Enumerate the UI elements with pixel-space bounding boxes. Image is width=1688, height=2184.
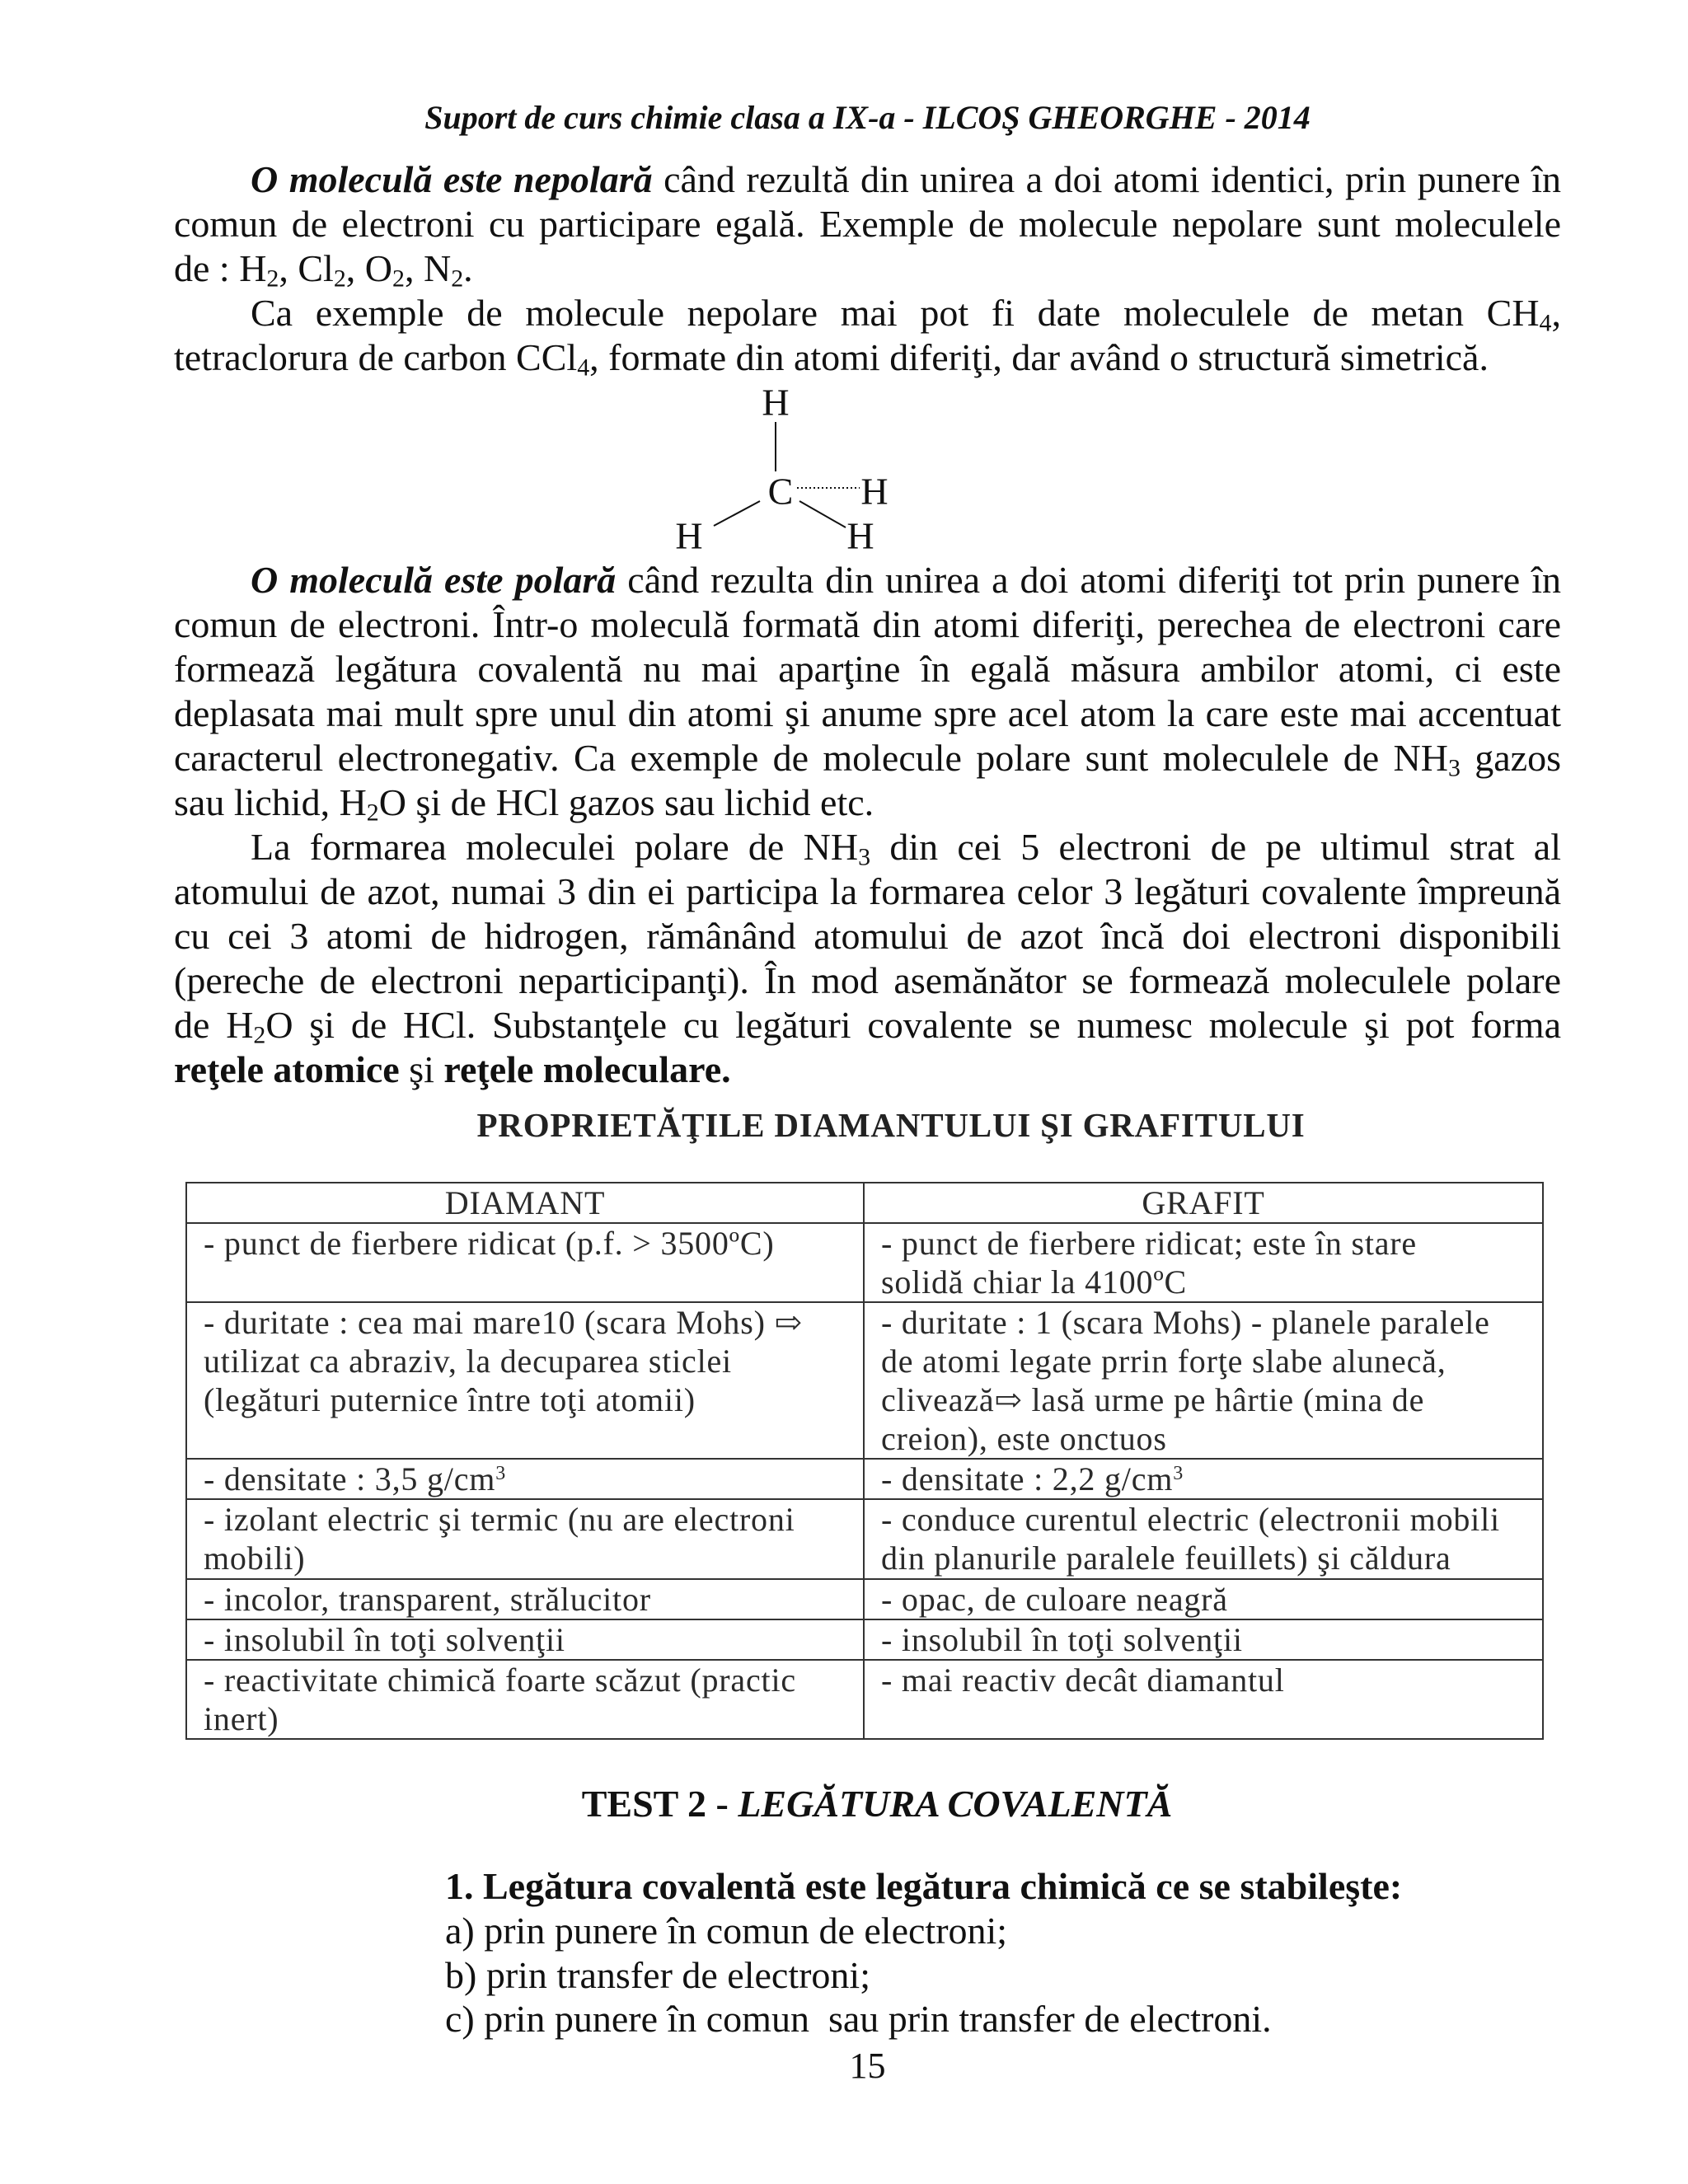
cell-diamant — [186, 1660, 864, 1739]
table-row — [186, 1459, 1543, 1499]
cell-line: - conduce curentul electric (electronii mobili — [881, 1501, 1500, 1538]
text-segment: din cei 5 electroni de pe ultimul strat al — [870, 826, 1561, 868]
test-title-topic: LEGĂTURA COVALENTĂ — [738, 1783, 1173, 1825]
running-header: Suport de curs chimie clasa a IX-a - ILCOŞ GHEORGHE - 2014 — [424, 99, 1311, 136]
table-header-row — [186, 1183, 1543, 1223]
text-segment: şi — [399, 1048, 444, 1090]
text-segment: când rezultă din unirea a doi atomi identici, prin punere în — [652, 158, 1561, 200]
table-title: PROPRIETĂŢILE DIAMANTULUI ŞI GRAFITULUI — [476, 1106, 1306, 1144]
atom-h-right: H — [860, 470, 889, 513]
text-line — [174, 869, 1561, 914]
text-line — [174, 291, 1561, 335]
cell-line: - reactivitate chimică foarte scăzut (practic — [204, 1661, 796, 1699]
subscript: 3 — [1447, 754, 1461, 782]
text-segment: de H — [174, 1004, 254, 1046]
cell-line: utilizat ca abraziv, la decuparea sticlei — [204, 1343, 732, 1380]
text-segment: , N — [404, 247, 452, 289]
cell-line: inert) — [204, 1700, 279, 1737]
text-segment: O şi de HCl. Substanţele cu legături covalente se numesc molecule şi pot forma — [265, 1004, 1561, 1046]
table-row — [186, 1499, 1543, 1579]
table-row — [186, 1302, 1543, 1459]
column-header-diamant: DIAMANT — [186, 1183, 864, 1223]
cell-line: - punct de fierbere ridicat; este în stare — [881, 1225, 1417, 1262]
atom-h-top: H — [762, 381, 790, 424]
text-line — [174, 246, 1561, 291]
cell-line: din planurile paralele feuillets) şi căldura — [881, 1540, 1451, 1577]
text-line — [174, 780, 1561, 825]
cell-line: - opac, de culoare neagră — [881, 1581, 1228, 1618]
text-segment: O şi de HCl gazos sau lichid etc. — [378, 781, 874, 823]
text-line — [174, 335, 1561, 380]
cell-grafit — [864, 1223, 1543, 1302]
text-segment: sau lichid, H — [174, 781, 367, 823]
text-line — [174, 647, 1561, 691]
superscript: 3 — [495, 1462, 506, 1484]
text-segment: atomului de azot, numai 3 din ei participa la formarea celor 3 legături covalente împreună — [174, 870, 1561, 912]
text-segment: Ca exemple de molecule nepolare mai pot fi date moleculele de metan CH — [251, 292, 1540, 334]
methane-structure-diagram — [659, 379, 907, 560]
cell-line: - insolubil în toţi solvenţii — [204, 1621, 565, 1658]
text-segment: gazos — [1460, 737, 1561, 779]
cell-line: mobili) — [204, 1540, 306, 1577]
subscript: 4 — [1539, 309, 1552, 337]
text-segment: (pereche de electroni neparticipanţi). În mod asemănător se formează moleculele polare — [174, 959, 1561, 1001]
atom-c: C — [767, 470, 794, 513]
cell-diamant — [186, 1579, 864, 1619]
text-line — [174, 157, 1561, 202]
cell-line: creion), este onctuos — [881, 1420, 1167, 1457]
term-nonpolar-molecule: O moleculă este nepolară — [251, 158, 653, 200]
cell-grafit — [864, 1660, 1543, 1739]
cell-line: de atomi legate prrin forţe slabe alunecă, — [881, 1343, 1447, 1380]
cell-line: solidă chiar la 4100ºC — [881, 1263, 1188, 1301]
test-title-prefix: TEST 2 - — [581, 1783, 738, 1825]
text-line — [174, 691, 1561, 736]
text-segment: , O — [345, 247, 393, 289]
column-header-grafit: GRAFIT — [864, 1183, 1543, 1223]
cell-diamant — [186, 1459, 864, 1499]
cell-line: - mai reactiv decât diamantul — [881, 1661, 1285, 1699]
answer-option-b: b) prin transfer de electroni; — [445, 1954, 870, 1996]
cell-line: - duritate : 1 (scara Mohs) - planele paralele — [881, 1304, 1490, 1341]
text-segment: deplasata mai mult spre unul din atomi şi anume spre acel atom la care este mai accentuat — [174, 692, 1561, 734]
text-line — [174, 202, 1561, 246]
cell-line: - duritate : cea mai mare10 (scara Mohs) ⇨ — [204, 1304, 803, 1341]
subscript: 2 — [451, 265, 464, 293]
subscript: 2 — [392, 265, 405, 293]
question-block — [445, 1864, 1566, 2041]
answer-option-c: c) prin punere în comun sau prin transfer de electroni. — [445, 1998, 1272, 2040]
text-line — [174, 558, 1561, 602]
text-segment: cu cei 3 atomi de hidrogen, rămânând atomului de azot încă doi electroni disponibili — [174, 915, 1561, 957]
answer-option-a: a) prin punere în comun de electroni; — [445, 1910, 1008, 1952]
question-text: 1. Legătura covalentă este legătura chimică ce se stabileşte: — [445, 1865, 1403, 1907]
cell-line: - insolubil în toţi solvenţii — [881, 1621, 1243, 1658]
text-segment: când rezulta din unirea a doi atomi diferiţi tot prin punere în — [616, 559, 1561, 601]
cell-diamant — [186, 1223, 864, 1302]
text-segment: La formarea moleculei polare de NH — [251, 826, 859, 868]
cell-diamant — [186, 1619, 864, 1660]
subscript: 2 — [333, 265, 346, 293]
text-segment: tetraclorura de carbon CCl — [174, 336, 578, 378]
page-number: 15 — [849, 2046, 886, 2086]
text-line — [174, 602, 1561, 647]
cell-line: clivează⇨ lasă urme pe hârtie (mina de — [881, 1381, 1425, 1418]
text-segment: comun de electroni cu participare egală. Exemple de molecule nepolare sunt moleculele — [174, 203, 1561, 245]
term-molecular-lattices: reţele moleculare. — [443, 1048, 731, 1090]
term-polar-molecule: O moleculă este polară — [251, 559, 617, 601]
cell-grafit — [864, 1619, 1543, 1660]
cell-line: - izolant electric şi termic (nu are electroni — [204, 1501, 795, 1538]
cell-line — [881, 1460, 1531, 1498]
term-atomic-lattices: reţele atomice — [174, 1048, 400, 1090]
text-segment: , formate din atomi diferiţi, dar având o structură simetrică. — [589, 336, 1489, 378]
table-row — [186, 1579, 1543, 1619]
atom-h-bottom-right: H — [846, 514, 874, 557]
text-segment: , — [1551, 292, 1561, 334]
table-row — [186, 1223, 1543, 1302]
properties-table — [185, 1182, 1544, 1740]
text-segment: de : H — [174, 247, 267, 289]
body-text — [174, 157, 1561, 1092]
subscript: 3 — [858, 843, 871, 871]
cell-diamant — [186, 1302, 864, 1459]
text-line — [174, 958, 1561, 1003]
cell-line: - incolor, transparent, strălucitor — [204, 1581, 651, 1618]
cell-grafit — [864, 1459, 1543, 1499]
text-segment: formează legătura covalentă nu mai aparţine în egală măsura ambilor atomi, ci este — [174, 648, 1561, 690]
text-line — [174, 736, 1561, 780]
superscript: 3 — [1173, 1462, 1184, 1484]
cell-text: - densitate : 2,2 g/cm — [881, 1460, 1174, 1497]
text-segment: . — [463, 247, 473, 289]
cell-grafit — [864, 1499, 1543, 1579]
test-title — [330, 1782, 1424, 1826]
cell-grafit — [864, 1302, 1543, 1459]
text-line — [174, 825, 1561, 869]
subscript: 2 — [366, 799, 379, 827]
subscript: 2 — [266, 265, 279, 293]
atom-h-bottom-left: H — [675, 514, 703, 557]
text-segment: caracterul electronegativ. Ca exemple de molecule polare sunt moleculele de NH — [174, 737, 1448, 779]
bond-c-h-bottom-right — [799, 501, 846, 527]
text-line — [174, 914, 1561, 958]
bond-c-h-left — [714, 501, 760, 526]
cell-line: - punct de fierbere ridicat (p.f. > 3500ºC) — [204, 1225, 775, 1262]
cell-text: - densitate : 3,5 g/cm — [204, 1460, 496, 1497]
text-segment: , Cl — [279, 247, 334, 289]
subscript: 2 — [253, 1021, 266, 1049]
text-line — [174, 1003, 1561, 1047]
cell-diamant — [186, 1499, 864, 1579]
subscript: 4 — [577, 354, 590, 382]
table-row — [186, 1660, 1543, 1739]
text-segment: comun de electroni. Într-o moleculă formată din atomi diferiţi, perechea de electroni care — [174, 603, 1561, 645]
cell-line — [204, 1460, 851, 1498]
cell-grafit — [864, 1579, 1543, 1619]
text-line — [174, 1047, 1561, 1092]
cell-line: (legături puternice între toţi atomii) — [204, 1381, 696, 1418]
table-row — [186, 1619, 1543, 1660]
